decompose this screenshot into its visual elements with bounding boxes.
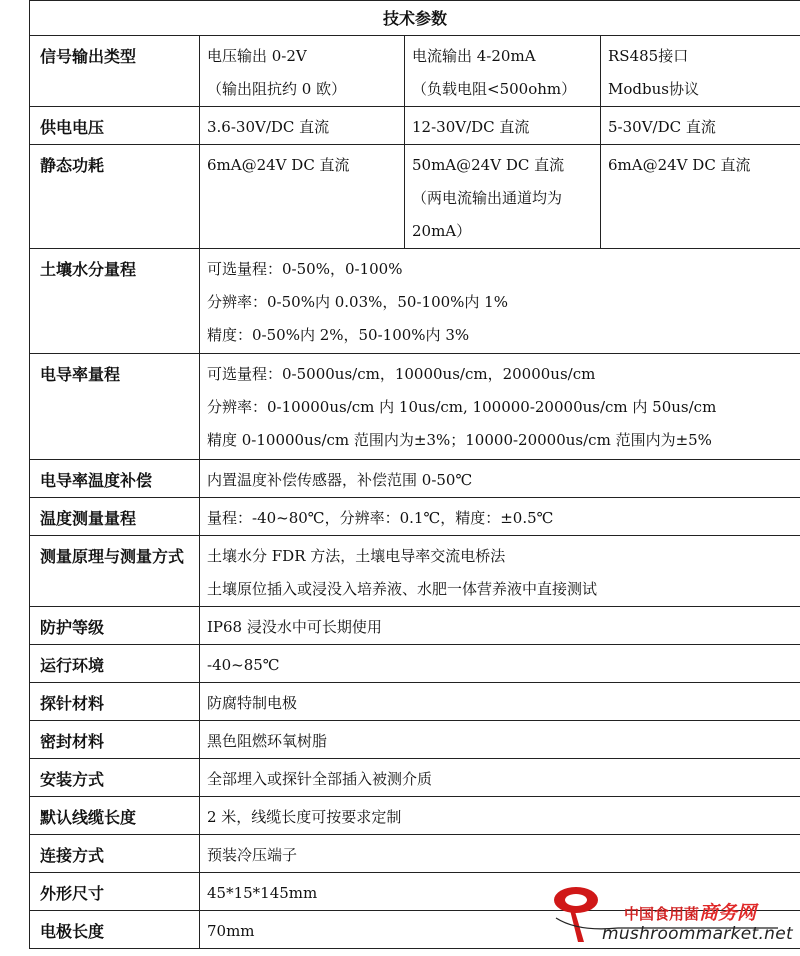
row-label: 探针材料 (30, 683, 200, 721)
row-value (200, 683, 800, 721)
row-label: 安装方式 (30, 759, 200, 797)
value-line: Modbus协议 (608, 80, 699, 98)
table-row (30, 759, 800, 797)
table-row (30, 249, 800, 354)
row-value (601, 107, 800, 145)
row-label: 供电电压 (30, 107, 200, 145)
value-line: 精度：0-50%内 2%，50-100%内 3% (207, 326, 470, 344)
row-value (200, 645, 800, 683)
value-line: 土壤水分 FDR 方法，土壤电导率交流电桥法 (207, 547, 506, 565)
row-label: 土壤水分量程 (30, 249, 200, 354)
row-label: 静态功耗 (30, 145, 200, 249)
value-line: 3.6-30V/DC 直流 (207, 118, 330, 136)
value-line: -40~85℃ (207, 656, 280, 674)
value-line: 可选量程：0-50%，0-100% (207, 260, 403, 278)
row-label: 温度测量量程 (30, 498, 200, 536)
row-label: 防护等级 (30, 607, 200, 645)
row-label: 电极长度 (30, 911, 200, 949)
value-line: 45*15*145mm (207, 884, 318, 902)
value-line: （两电流输出通道均为20mA） (412, 189, 563, 240)
row-value (405, 36, 601, 107)
value-line: 12-30V/DC 直流 (412, 118, 530, 136)
value-line: IP68 浸没水中可长期使用 (207, 618, 382, 636)
value-line: 50mA@24V DC 直流 (412, 156, 565, 174)
row-value (405, 107, 601, 145)
table-row (30, 354, 800, 460)
row-value (200, 107, 405, 145)
row-value (200, 460, 800, 498)
table-row (30, 645, 800, 683)
value-line: 分辨率：0-10000us/cm 内 10us/cm, 100000-20000us/cm 内 50us/cm (207, 398, 717, 416)
row-value (200, 498, 800, 536)
value-line: 6mA@24V DC 直流 (207, 156, 350, 174)
table-row (30, 683, 800, 721)
table-row (30, 721, 800, 759)
value-line: 5-30V/DC 直流 (608, 118, 716, 136)
row-label: 外形尺寸 (30, 873, 200, 911)
row-label: 信号输出类型 (30, 36, 200, 107)
value-line: 量程：-40~80℃，分辨率：0.1℃，精度：±0.5℃ (207, 509, 554, 527)
row-value (405, 145, 601, 249)
watermark-cn-prefix: 中国食用菌 (624, 905, 700, 923)
table-row (30, 107, 800, 145)
row-value (601, 36, 800, 107)
value-line: 防腐特制电极 (207, 694, 298, 712)
table-row (30, 797, 800, 835)
table-header-row (30, 1, 800, 36)
value-line: 电流输出 4-20mA (412, 47, 536, 65)
value-line: 预装冷压端子 (207, 846, 298, 864)
value-line: 黑色阻燃环氧树脂 (207, 732, 328, 750)
row-value (200, 536, 800, 607)
row-value (200, 721, 800, 759)
table-row (30, 835, 800, 873)
row-value (601, 145, 800, 249)
row-value (200, 249, 800, 354)
table-title: 技术参数 (30, 1, 800, 36)
row-value (200, 835, 800, 873)
row-value (200, 36, 405, 107)
row-label: 运行环境 (30, 645, 200, 683)
tech-params-table (29, 0, 800, 949)
value-line: 可选量程：0-5000us/cm，10000us/cm，20000us/cm (207, 365, 596, 383)
value-line: RS485接口 (608, 47, 689, 65)
watermark-cn-suffix: 商务网 (699, 902, 757, 924)
value-line: （负载电阻<500ohm） (412, 80, 577, 98)
table-row (30, 145, 800, 249)
table-row (30, 536, 800, 607)
table-row (30, 36, 800, 107)
row-label: 默认线缆长度 (30, 797, 200, 835)
value-line: 2 米，线缆长度可按要求定制 (207, 808, 402, 826)
row-label: 电导率温度补偿 (30, 460, 200, 498)
value-line: 6mA@24V DC 直流 (608, 156, 751, 174)
value-line: 土壤原位插入或浸没入培养液、水肥一体营养液中直接测试 (207, 580, 598, 598)
value-line: 内置温度补偿传感器，补偿范围 0-50℃ (207, 471, 473, 489)
watermark-url: mushroommarket.net (602, 924, 793, 944)
value-line: 分辨率：0-50%内 0.03%，50-100%内 1% (207, 293, 508, 311)
row-value (200, 759, 800, 797)
row-value (200, 607, 800, 645)
row-value (200, 354, 800, 460)
row-label: 连接方式 (30, 835, 200, 873)
value-line: 全部埋入或探针全部插入被测介质 (207, 770, 433, 788)
value-line: 电压输出 0-2V (207, 47, 307, 65)
table-row (30, 607, 800, 645)
row-value (200, 797, 800, 835)
value-line: （输出阻抗约 0 欧） (207, 80, 347, 98)
table-row (30, 498, 800, 536)
row-value (200, 145, 405, 249)
watermark-cn-text (624, 898, 756, 925)
row-label: 电导率量程 (30, 354, 200, 460)
value-line: 精度 0-10000us/cm 范围内为±3%；10000-20000us/cm 范围内为±5% (207, 431, 712, 449)
value-line: 70mm (207, 922, 255, 940)
table-row (30, 460, 800, 498)
row-label: 测量原理与测量方式 (30, 536, 200, 607)
row-label: 密封材料 (30, 721, 200, 759)
